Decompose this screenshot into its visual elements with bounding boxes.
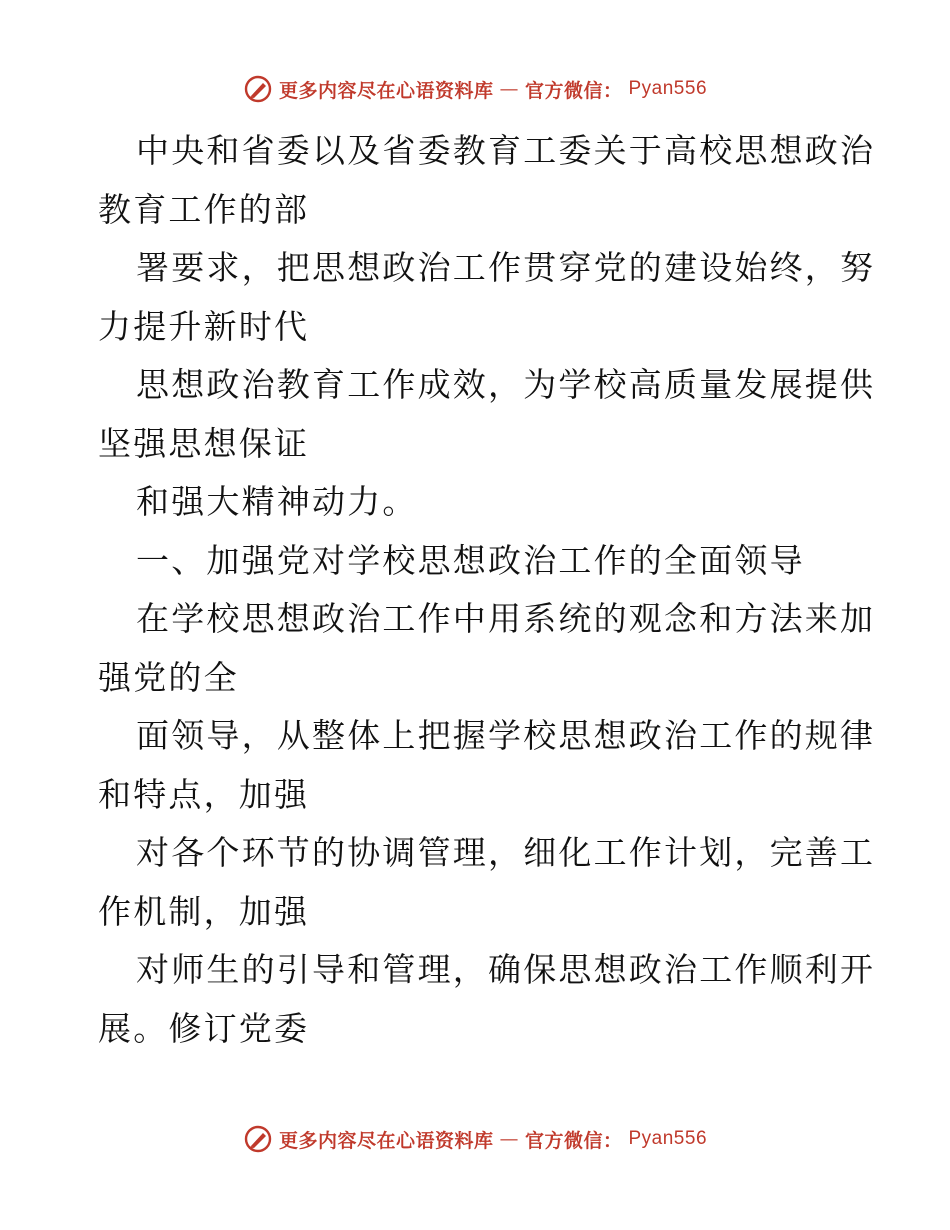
text-line: 和特点，加强 [98,774,310,814]
watermark-separator: — [499,1128,519,1150]
text-line: 坚强思想保证 [98,423,310,463]
watermark-wechat-label: 官方微信： [524,1129,623,1152]
header-watermark [0,74,950,104]
text-line: 教育工作的部 [98,189,310,229]
text-line: 和强大精神动力。 [136,482,418,521]
text-line: 中央和省委以及省委教育工委关于高校思想政治 [136,131,876,170]
text-line: 力提升新时代 [98,306,310,346]
pen-logo-icon [243,74,273,104]
text-line: 作机制，加强 [98,891,310,931]
text-line: 对各个环节的协调管理，细化工作计划，完善工 [136,833,876,872]
text-line: 展。修订党委 [98,1008,310,1048]
text-line: 思想政治教育工作成效，为学校高质量发展提供 [136,365,876,404]
watermark-wechat-id: Pyan556 [628,1128,708,1149]
watermark-text: 更多内容尽在心语资料库 [278,79,494,102]
text-line: 对师生的引导和管理，确保思想政治工作顺利开 [136,950,876,989]
document-body [98,122,876,1058]
text-line: 面领导，从整体上把握学校思想政治工作的规律 [136,716,876,755]
footer-watermark [0,1124,950,1154]
text-line: 在学校思想政治工作中用系统的观念和方法来加 [136,599,876,638]
watermark-wechat-id: Pyan556 [628,78,708,99]
text-line: 强党的全 [98,657,239,697]
watermark-wechat-label: 官方微信： [524,79,623,102]
text-line: 署要求，把思想政治工作贯穿党的建设始终，努 [136,248,876,287]
section-heading: 一、加强党对学校思想政治工作的全面领导 [136,540,805,580]
watermark-text: 更多内容尽在心语资料库 [278,1129,494,1152]
watermark-separator: — [499,78,519,100]
pen-logo-icon [243,1124,273,1154]
